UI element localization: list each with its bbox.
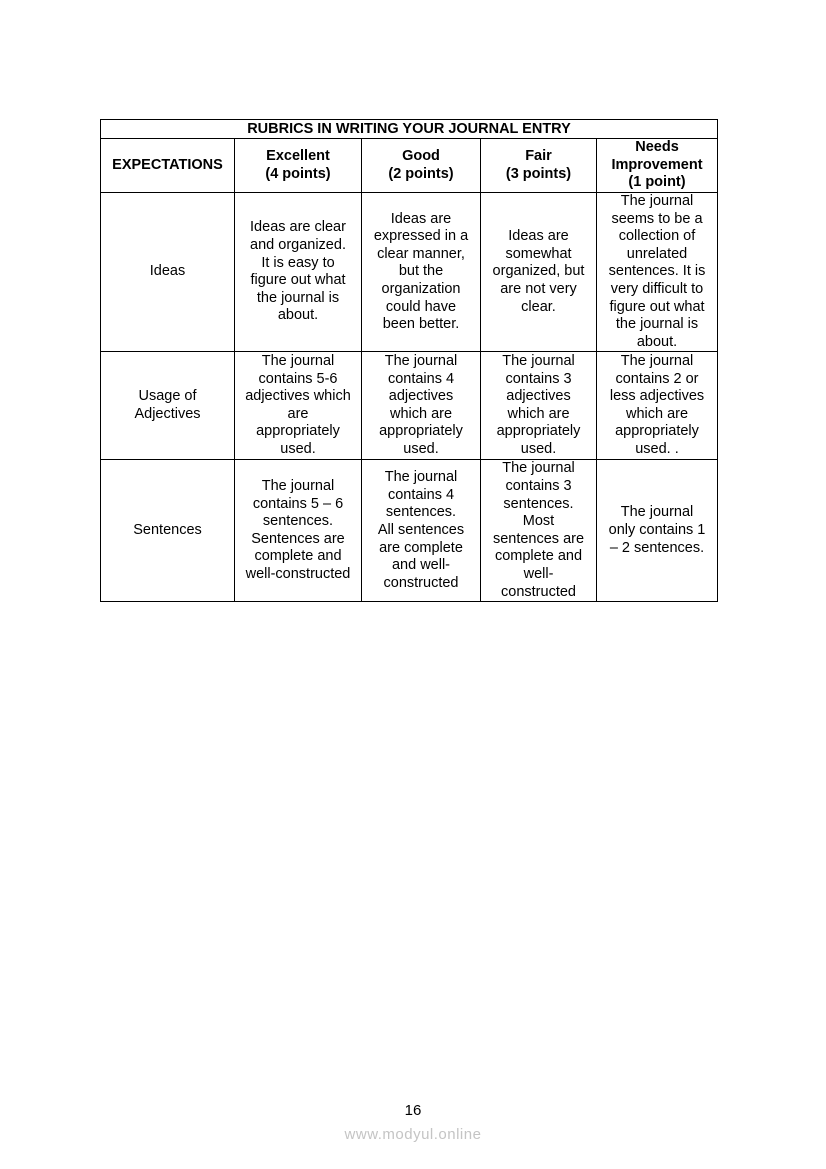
- header-needs-improvement: Needs Improvement (1 point): [597, 139, 718, 193]
- table-row: [101, 352, 718, 460]
- table-cell: The journal contains 2 or less adjectives which are appropriately used. .: [597, 352, 718, 460]
- table-cell: The journal contains 4 sentences. All sentences are complete and well- constructed: [362, 460, 481, 602]
- table-cell: The journal contains 5 – 6 sentences. Sentences are complete and well-constructed: [235, 460, 362, 602]
- table-cell: The journal only contains 1 – 2 sentences.: [597, 460, 718, 602]
- table-cell: The journal contains 4 adjectives which are appropriately used.: [362, 352, 481, 460]
- table-cell: Ideas are somewhat organized, but are not very clear.: [481, 193, 597, 352]
- table-row: [101, 460, 718, 602]
- table-cell: The journal contains 3 adjectives which are appropriately used.: [481, 352, 597, 460]
- rubric-table: [100, 119, 718, 602]
- table-cell: Ideas are clear and organized. It is easy to figure out what the journal is about.: [235, 193, 362, 352]
- table-cell: The journal seems to be a collection of unrelated sentences. It is very difficult to figure out what the journal is about.: [597, 193, 718, 352]
- criterion-cell: Ideas: [101, 193, 235, 352]
- page-number: 16: [404, 1102, 422, 1119]
- header-fair: Fair (3 points): [481, 139, 597, 193]
- table-cell: Ideas are expressed in a clear manner, but the organization could have been better.: [362, 193, 481, 352]
- table-cell: The journal contains 3 sentences. Most sentences are complete and well- constructed: [481, 460, 597, 602]
- criterion-cell: Sentences: [101, 460, 235, 602]
- header-expectations: EXPECTATIONS: [101, 139, 235, 193]
- header-row: [101, 139, 718, 193]
- table-row: [101, 193, 718, 352]
- criterion-cell: Usage of Adjectives: [101, 352, 235, 460]
- table-cell: The journal contains 5-6 adjectives which are appropriately used.: [235, 352, 362, 460]
- header-excellent: Excellent (4 points): [235, 139, 362, 193]
- header-good: Good (2 points): [362, 139, 481, 193]
- watermark: www.modyul.online: [344, 1126, 482, 1143]
- table-title: RUBRICS IN WRITING YOUR JOURNAL ENTRY: [101, 120, 718, 139]
